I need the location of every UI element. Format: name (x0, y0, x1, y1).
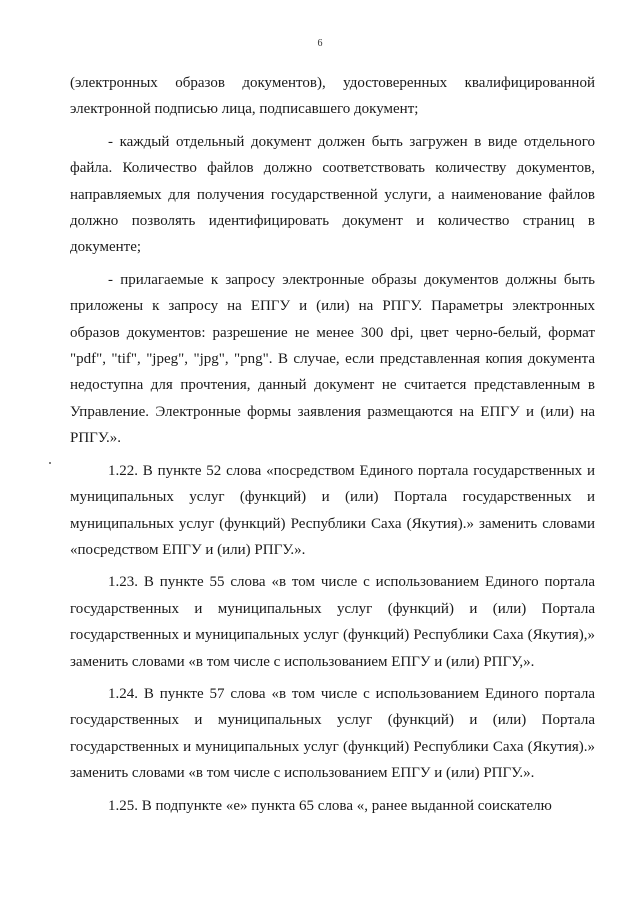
document-body (70, 70, 595, 825)
paragraph-continuation: (электронных образов документов), удостоверенных квалифицированной электронной подписью лица, подписавшего документ; (70, 75, 595, 118)
paragraph-file-requirements: - каждый отдельный документ должен быть загружен в виде отдельного файла. Количество файлов должно соответствовать количеству документов, направляемых для получения государственной услуги, а наименование файлов должно позволять идентифицировать документ и количество страниц в документе; (70, 133, 595, 256)
paragraph-item-1-22: 1.22. В пункте 52 слова «посредством Единого портала государственных и муниципальных услуг (функций) и (или) Портала государственных и муниципальных услуг (функций) Республики Саха (Якутия).» заменить словами «посредством ЕПГУ и (или) РПГУ.». (70, 462, 595, 558)
paragraph-item-1-23: 1.23. В пункте 55 слова «в том числе с использованием Единого портала государственных и муниципальных услуг (функций) и (или) Портала государственных и муниципальных услуг (функций) Республики Саха (Якутия),» заменить словами «в том числе с использованием ЕПГУ и (или) РПГУ,». (70, 574, 595, 670)
paragraph-item-1-24: 1.24. В пункте 57 слова «в том числе с использованием Единого портала государственных и муниципальных услуг (функций) и (или) Портала государственных и муниципальных услуг (функций) Республики Саха (Якутия).» заменить словами «в том числе с использованием ЕПГУ и (или) РПГУ.». (70, 685, 595, 782)
page-number: 6 (317, 38, 323, 49)
paragraph-image-parameters: - прилагаемые к запросу электронные образы документов должны быть приложены к запросу на ЕПГУ и (или) на РПГУ. Параметры электронных образов документов: разрешение не менее 300 dpi, цвет черно-белый, формат "pdf", "tif", "jpeg", "jpg", "png". В случае, если представленная копия документа недоступна для прочтения, данный документ не считается представленным в Управление. Электронные формы заявления размещаются на ЕПГУ и (или) на РПГУ.». (70, 271, 595, 447)
paragraph-item-1-25: 1.25. В подпункте «е» пункта 65 слова «, ранее выданной соискателю (108, 797, 552, 814)
margin-mark (49, 462, 51, 464)
